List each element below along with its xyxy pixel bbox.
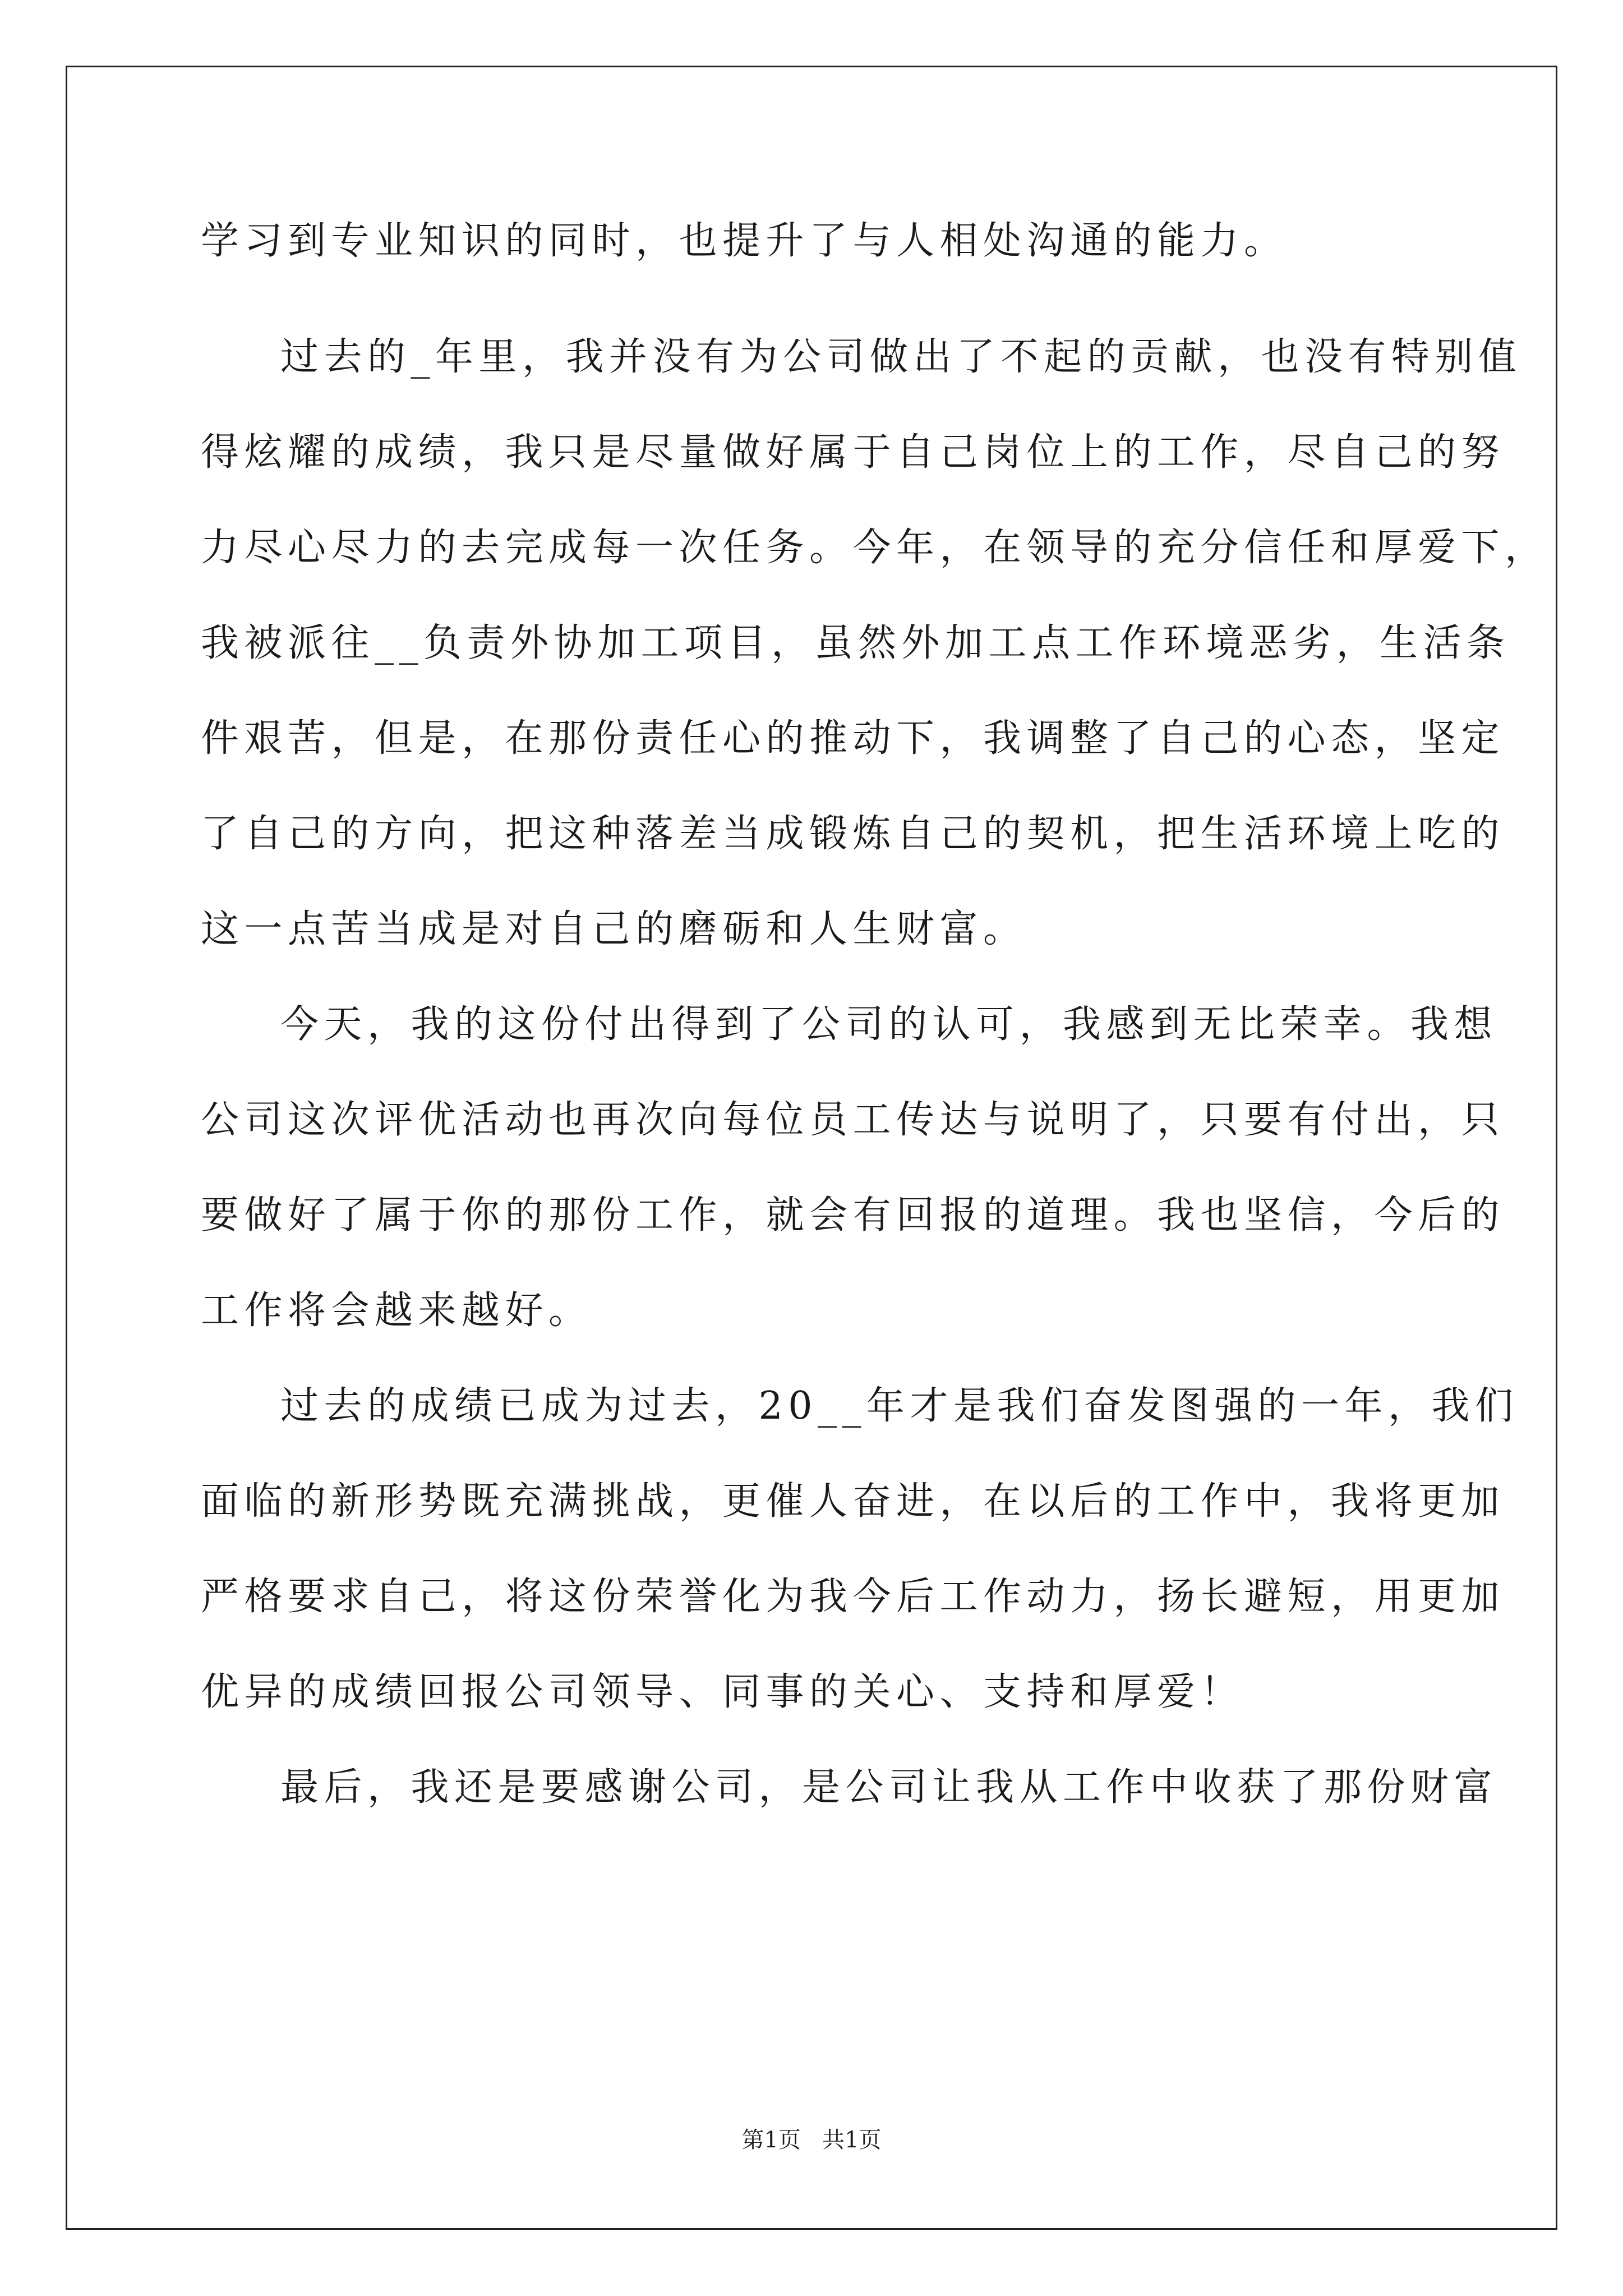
- text-line: 最后，我还是要感谢公司，是公司让我从工作中收获了那份财富: [280, 1765, 1498, 1810]
- page-border: [66, 66, 1557, 2230]
- text-line: 力尽心尽力的去完成每一次任务。今年，在领导的充分信任和厚爱下，: [201, 526, 1548, 570]
- text-line: 这一点苦当成是对自己的磨砺和人生财富。: [201, 907, 1027, 951]
- text-line: 工作将会越来越好。: [201, 1289, 592, 1333]
- text-line: 件艰苦，但是，在那份责任心的推动下，我调整了自己的心态，坚定: [201, 716, 1505, 761]
- text-line: 严格要求自己，将这份荣誉化为我今后工作动力，扬长避短，用更加: [201, 1575, 1505, 1619]
- text-line: 了自己的方向，把这种落差当成锻炼自己的契机，把生活环境上吃的: [201, 812, 1505, 856]
- text-line: 优异的成绩回报公司领导、同事的关心、支持和厚爱！: [201, 1670, 1244, 1714]
- text-line: 今天，我的这份付出得到了公司的认可，我感到无比荣幸。我想: [280, 1002, 1498, 1047]
- text-line: 学习到专业知识的同时，也提升了与人相处沟通的能力。: [201, 219, 1288, 263]
- page-footer: 第1页 共1页: [741, 2127, 882, 2153]
- text-line: 我被派往__负责外协加工项目，虽然外加工点工作环境恶劣，生活条: [201, 621, 1510, 665]
- text-line: 过去的_年里，我并没有为公司做出了不起的贡献，也没有特别值: [280, 335, 1522, 379]
- text-line: 要做好了属于你的那份工作，就会有回报的道理。我也坚信，今后的: [201, 1193, 1505, 1237]
- text-line: 公司这次评优活动也再次向每位员工传达与说明了，只要有付出，只: [201, 1098, 1505, 1142]
- text-line: 面临的新形势既充满挑战，更催人奋进，在以后的工作中，我将更加: [201, 1479, 1505, 1524]
- text-line: 得炫耀的成绩，我只是尽量做好属于自己岗位上的工作，尽自己的努: [201, 430, 1505, 475]
- text-line: 过去的成绩已成为过去，20__年才是我们奋发图强的一年，我们: [280, 1384, 1519, 1428]
